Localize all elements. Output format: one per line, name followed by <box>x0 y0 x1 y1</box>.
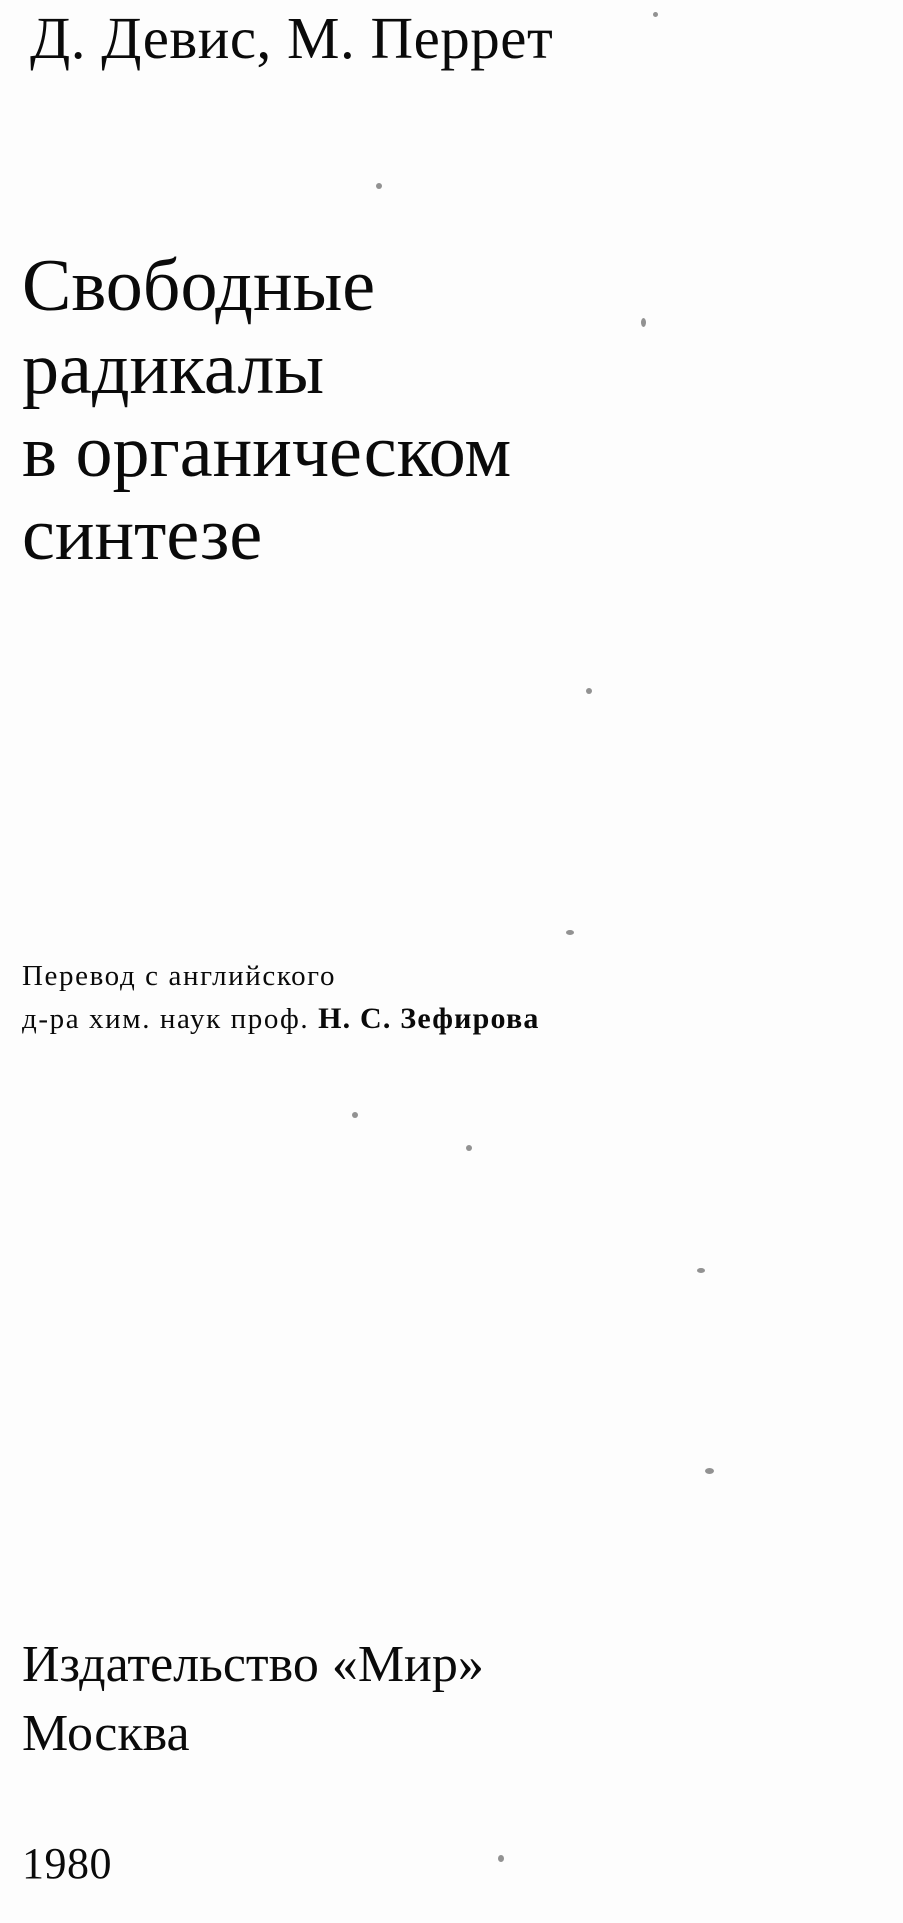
scan-speck <box>566 930 574 935</box>
book-title-line-2: радикалы <box>22 327 325 410</box>
scan-speck <box>466 1145 472 1151</box>
publication-year: 1980 <box>22 1839 112 1888</box>
book-title-line-3: в органическом <box>22 410 512 493</box>
scan-speck <box>376 183 382 189</box>
translation-editor-line <box>22 997 882 1041</box>
scan-speck <box>705 1468 714 1474</box>
editor-prefix: д-ра хим. наук проф. <box>22 1003 319 1036</box>
scan-speck <box>498 1855 504 1862</box>
scan-speck <box>586 688 592 694</box>
scan-speck <box>352 1112 358 1118</box>
authors-line: Д. Девис, М. Перрет <box>30 5 554 71</box>
publisher-name: Издательство «Мир» <box>22 1636 484 1693</box>
translation-credit <box>22 955 882 1041</box>
publisher-city: Москва <box>22 1705 190 1763</box>
book-title <box>22 245 882 577</box>
scan-speck <box>653 12 658 17</box>
translation-line: Перевод с английского <box>22 960 337 992</box>
book-title-line-1: Свободные <box>22 245 376 327</box>
imprint-block <box>22 1630 882 1768</box>
scan-speck <box>697 1268 705 1273</box>
book-title-line-4: синтезе <box>22 493 263 576</box>
editor-name: Н. С. Зефирова <box>318 1002 540 1036</box>
scan-speck <box>641 318 646 327</box>
